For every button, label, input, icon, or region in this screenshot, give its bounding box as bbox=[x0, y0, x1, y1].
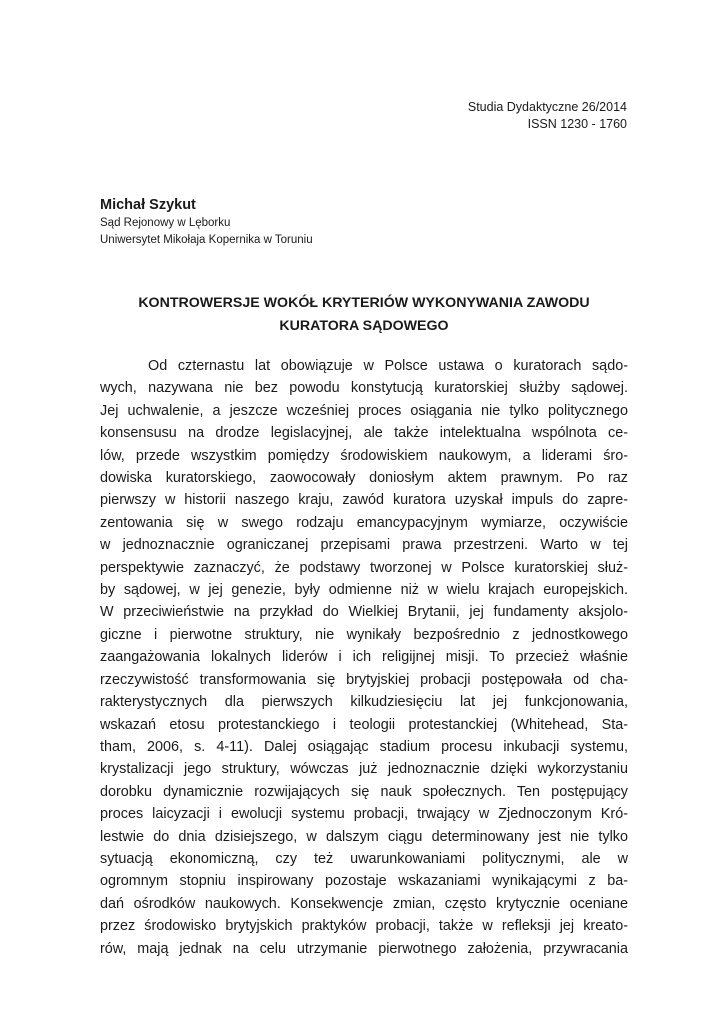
journal-header bbox=[468, 99, 627, 133]
body-line: proces laicyzacji i ewolucji systemu probacji, trwający w Zjednoczonym Kró- bbox=[100, 806, 628, 823]
body-line: tham, 2006, s. 4-11). Dalej osiągając stadium procesu inkubacji systemu, bbox=[100, 738, 628, 755]
title-line: KONTROWERSJE WOKÓŁ KRYTERIÓW WYKONYWANIA ZAWODU bbox=[138, 295, 590, 311]
body-line: zentowania się w swego rodzaju emancypacyjnym wymiarze, oczywiście bbox=[100, 514, 628, 531]
body-line: lów, przede wszystkim pomiędzy środowiskiem naukowym, a liderami śro- bbox=[100, 447, 628, 464]
body-line: zaangażowania lokalnych liderów i ich religijnej misji. To przecież właśnie bbox=[100, 649, 628, 666]
body-line: sytuacją ekonomiczną, czy też uwarunkowaniami politycznymi, ale w bbox=[100, 850, 628, 867]
author-name: Michał Szykut bbox=[100, 197, 196, 213]
issn-number: ISSN 1230 - 1760 bbox=[527, 117, 627, 131]
author-block bbox=[100, 195, 313, 249]
article-body bbox=[100, 355, 628, 960]
body-line: wskazań etosu protestanckiego i teologii protestanckiej (Whitehead, Sta- bbox=[100, 716, 628, 733]
body-line: pierwszy w historii naszego kraju, zawód kuratora uzyskał impuls do zapre- bbox=[100, 492, 628, 509]
body-line: W przeciwieństwie na przykład do Wielkiej Brytanii, jej fundamenty aksjolo- bbox=[100, 604, 628, 621]
body-line: ogromnym stopniu inspirowany pozostaje wskazaniami wynikającymi z ba- bbox=[100, 873, 628, 890]
body-line: rzeczywistość transformowania się brytyjskiej probacji postępowała od cha- bbox=[100, 671, 628, 688]
body-line: konsensusu na drodze legislacyjnej, ale także intelektualna wspólnota ce- bbox=[100, 425, 628, 442]
journal-name: Studia Dydaktyczne 26/2014 bbox=[467, 100, 627, 114]
body-line: dań ośrodków naukowych. Konsekwencje zmian, często krytycznie oceniane bbox=[100, 895, 628, 912]
body-line: wych, nazywana nie bez powodu konstytucją kuratorskiej służby sądowej. bbox=[100, 380, 628, 397]
article-title bbox=[100, 292, 628, 338]
affiliation-court: Sąd Rejonowy w Lęborku bbox=[100, 217, 231, 229]
body-line: dorobku dynamicznie rozwijających się nauk społecznych. Ten postępujący bbox=[100, 783, 628, 800]
body-line: Od czternastu lat obowiązuje w Polsce ustawa o kuratorach sądo- bbox=[148, 358, 628, 374]
body-line: krystalizacji jego struktury, wówczas już jednoznacznie dzięki wykorzystaniu bbox=[100, 761, 628, 778]
body-line: przez środowisko brytyjskich praktyków probacji, także w refleksji jej kreato- bbox=[100, 918, 628, 935]
body-line: lestwie do dnia dzisiejszego, w dalszym ciągu determinowany jest nie tylko bbox=[100, 828, 628, 845]
body-line: w jednoznacznie ograniczanej przepisami prawa przestrzeni. Warto w tej bbox=[100, 537, 628, 554]
body-line: by sądowej, w jej genezie, były odmienne niż w wielu krajach europejskich. bbox=[100, 582, 628, 599]
body-line: rakterystycznych dla pierwszych kilkudziesięciu lat jej funkcjonowania, bbox=[100, 694, 628, 711]
body-line: rów, mają jednak na celu utrzymanie pierwotnego założenia, przywracania bbox=[100, 940, 628, 957]
affiliation-university: Uniwersytet Mikołaja Kopernika w Toruniu bbox=[100, 234, 313, 246]
body-line: dowiska kuratorskiego, zaowocowały doniosłym aktem prawnym. Po raz bbox=[100, 470, 628, 487]
body-line: perspektywie zaznaczyć, że podstawy tworzonej w Polsce kuratorskiej służ- bbox=[100, 559, 628, 576]
title-line: KURATORA SĄDOWEGO bbox=[279, 318, 449, 334]
body-line: Jej uchwalenie, a jeszcze wcześniej proces osiągania nie tylko politycznego bbox=[100, 402, 628, 419]
body-line: giczne i pierwotne struktury, nie wynikały bezpośrednio z jednostkowego bbox=[100, 626, 628, 643]
